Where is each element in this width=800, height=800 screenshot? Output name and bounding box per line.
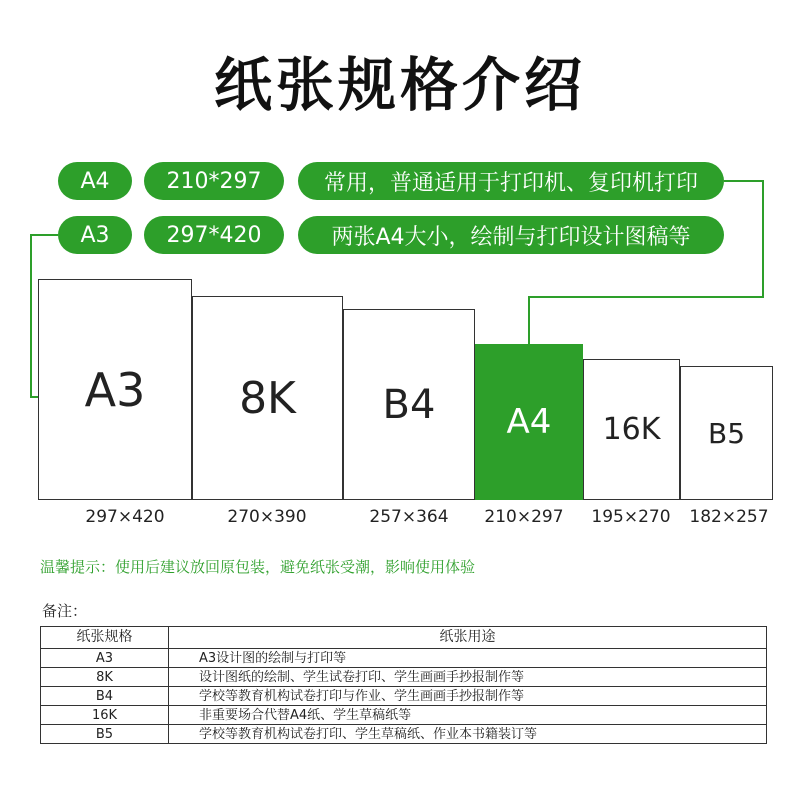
dim-16k: 195×270 (591, 507, 671, 527)
connector-a4-drop (528, 296, 530, 344)
row-spec: 8K (41, 668, 169, 687)
sheet-b5 (680, 366, 773, 500)
row-spec: B4 (41, 687, 169, 706)
table-row (41, 725, 767, 744)
row-usage: 学校等教育机构试卷打印与作业、学生画画手抄报制作等 (169, 687, 767, 706)
sheet-a3-label: A3 (84, 362, 146, 417)
table-row (41, 649, 767, 668)
legend-dims-a3: 297*420 (144, 216, 284, 254)
table-row (41, 668, 767, 687)
table-row (41, 687, 767, 706)
sheet-b4-label: B4 (382, 381, 436, 428)
page-title: 纸张规格介绍 (213, 51, 586, 119)
dim-a3: 297×420 (85, 507, 165, 527)
legend-desc-a3: 两张A4大小，绘制与打印设计图稿等 (298, 216, 724, 254)
legend-dims-a4: 210*297 (144, 162, 284, 200)
sheet-a4 (475, 344, 583, 500)
connector-a3-horizontal-top (30, 234, 58, 236)
header-spec: 纸张规格 (41, 627, 169, 649)
row-spec: 16K (41, 706, 169, 725)
row-usage: 非重要场合代替A4纸、学生草稿纸等 (169, 706, 767, 725)
notes-label: 备注： (42, 602, 88, 620)
sheet-16k-label: 16K (602, 412, 661, 447)
legend-size-a3: A3 (58, 216, 132, 254)
connector-a3-vertical (30, 234, 32, 398)
connector-a4-across (528, 296, 764, 298)
connector-a4-right (724, 180, 764, 182)
sheet-a4-label: A4 (506, 402, 552, 442)
connector-a3-horizontal-bottom (30, 396, 38, 398)
connector-a4-down (762, 180, 764, 298)
legend-size-a4: A4 (58, 162, 132, 200)
row-spec: B5 (41, 725, 169, 744)
dim-b5: 182×257 (689, 507, 769, 527)
tip-text: 温馨提示：使用后建议放回原包装，避免纸张受潮，影响使用体验 (40, 558, 476, 576)
legend-desc-a4: 常用，普通适用于打印机、复印机打印 (298, 162, 724, 200)
row-spec: A3 (41, 649, 169, 668)
dim-a4: 210×297 (484, 507, 564, 527)
header-usage: 纸张用途 (169, 627, 767, 649)
table-row (41, 706, 767, 725)
sheet-a3 (38, 279, 192, 500)
paper-usage-table (40, 626, 767, 744)
sheet-8k-label: 8K (239, 372, 296, 424)
sheet-b5-label: B5 (707, 416, 746, 450)
sheet-b4 (343, 309, 475, 500)
row-usage: 学校等教育机构试卷打印、学生草稿纸、作业本书籍装订等 (169, 725, 767, 744)
dim-8k: 270×390 (227, 507, 307, 527)
table-header-row (41, 627, 767, 649)
sheet-16k (583, 359, 680, 500)
row-usage: 设计图纸的绘制、学生试卷打印、学生画画手抄报制作等 (169, 668, 767, 687)
row-usage: A3设计图的绘制与打印等 (169, 649, 767, 668)
sheet-8k (192, 296, 343, 500)
dim-b4: 257×364 (369, 507, 449, 527)
